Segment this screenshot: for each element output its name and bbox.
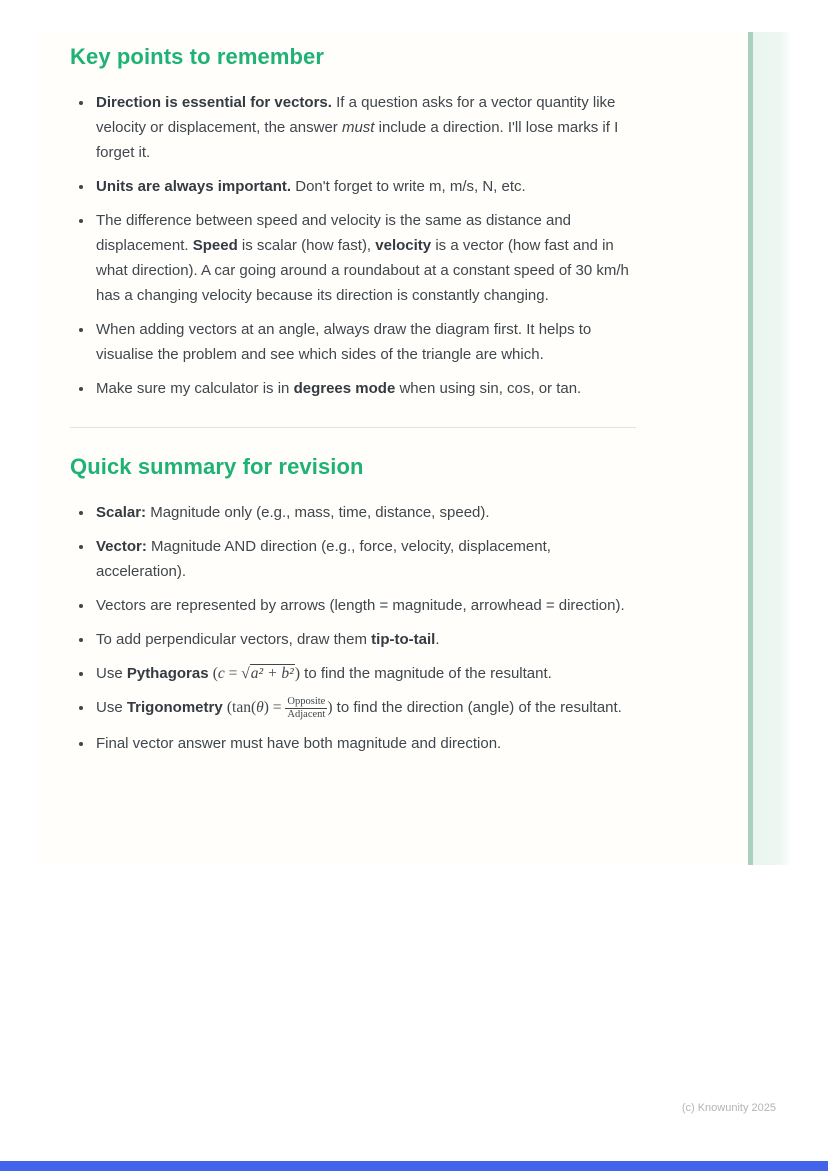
- bullet-item: [94, 534, 636, 584]
- text-segment: tip-to-tail: [371, 631, 436, 648]
- bullet-list-quick-summary: [70, 500, 636, 756]
- text-segment: Final vector answer must have both magnitude and direction.: [96, 734, 502, 752]
- bullet-list-key-points: [70, 90, 636, 401]
- text-segment: c: [217, 665, 225, 682]
- text-segment: Magnitude AND direction (e.g., force, velocity, displacement, acceleration).: [96, 538, 551, 580]
- bullet-item: [94, 695, 636, 722]
- text-segment: is a vector (how fast and in what direction). A car going around a roundabout at a constant speed of 30 km/h has a changing velocity because its direction is constantly changing.: [96, 237, 629, 304]
- text-segment: When adding vectors at an angle, always draw the diagram first. It helps to visualise the problem and see which sides of the triangle are which.: [96, 321, 592, 363]
- text-segment: to find the magnitude of the resultant.: [299, 665, 552, 682]
- bullet-item: [94, 593, 636, 618]
- text-segment: Use: [96, 665, 127, 682]
- text-segment: Scalar:: [96, 504, 147, 521]
- text-segment: velocity: [375, 237, 432, 254]
- text-segment: Use: [96, 699, 127, 716]
- section-heading-quick-summary: Quick summary for revision: [70, 454, 364, 479]
- text-segment: (tan(: [226, 699, 257, 716]
- text-segment: ): [294, 665, 300, 682]
- text-segment: Pythagoras: [126, 665, 209, 682]
- text-segment: is scalar (how fast),: [237, 237, 376, 254]
- text-segment: Magnitude only (e.g., mass, time, distance, speed).: [146, 504, 490, 521]
- text-segment: Direction is essential for vectors.: [96, 94, 337, 111]
- copyright-text: (c) Knowunity 2025: [681, 1102, 776, 1114]
- text-segment: Vector:: [96, 538, 147, 555]
- bullet-item: [94, 376, 636, 401]
- text-segment: θ: [256, 699, 264, 716]
- note-content: [70, 44, 636, 765]
- bottom-bar: [0, 1161, 828, 1171]
- text-segment: Make sure my calculator is in: [96, 380, 294, 397]
- text-segment: include a direction. I'll lose marks if I forget it.: [96, 119, 619, 161]
- bullet-item: [94, 208, 636, 308]
- fraction-expression: $\frac{\text{Opposite}}{\text{Adjacent}}$: [287, 695, 326, 721]
- text-segment: =: [224, 665, 242, 682]
- text-segment: The difference between speed and velocity is the same as distance and displacement.: [96, 212, 572, 254]
- note-page-card: [38, 32, 790, 865]
- section-key-points: [70, 44, 636, 401]
- text-segment: (: [212, 665, 218, 682]
- text-segment: ) =: [263, 699, 286, 716]
- section-divider: [70, 427, 636, 428]
- text-segment: when using sin, cos, or tan.: [395, 380, 582, 397]
- text-segment: Vectors are represented by arrows (length = magnitude, arrowhead = direction).: [96, 597, 625, 614]
- bullet-item: [94, 90, 636, 165]
- sqrt-expression: √a² + b²: [241, 665, 294, 682]
- section-heading-key-points: Key points to remember: [70, 44, 325, 69]
- bullet-item: [94, 500, 636, 525]
- text-segment: If a question asks for a vector quantity like velocity or displacement, the answer: [96, 94, 616, 136]
- bullet-item: [94, 627, 636, 652]
- accent-strip: [753, 32, 790, 865]
- text-segment: .: [435, 631, 440, 648]
- section-quick-summary: [70, 454, 636, 756]
- bullet-item: [94, 731, 636, 756]
- text-segment: To add perpendicular vectors, draw them: [96, 631, 372, 648]
- text-segment: Speed: [192, 237, 238, 254]
- text-segment: to find the direction (angle) of the resultant.: [332, 699, 622, 716]
- bullet-item: [94, 174, 636, 199]
- text-segment: ): [327, 699, 333, 716]
- text-segment: Units are always important.: [96, 178, 296, 195]
- text-segment: degrees mode: [293, 380, 396, 397]
- bullet-item: [94, 661, 636, 686]
- text-segment: Trigonometry: [126, 699, 223, 716]
- bullet-item: [94, 317, 636, 367]
- text-segment: must: [341, 119, 375, 136]
- text-segment: Don't forget to write m, m/s, N, etc.: [295, 178, 526, 195]
